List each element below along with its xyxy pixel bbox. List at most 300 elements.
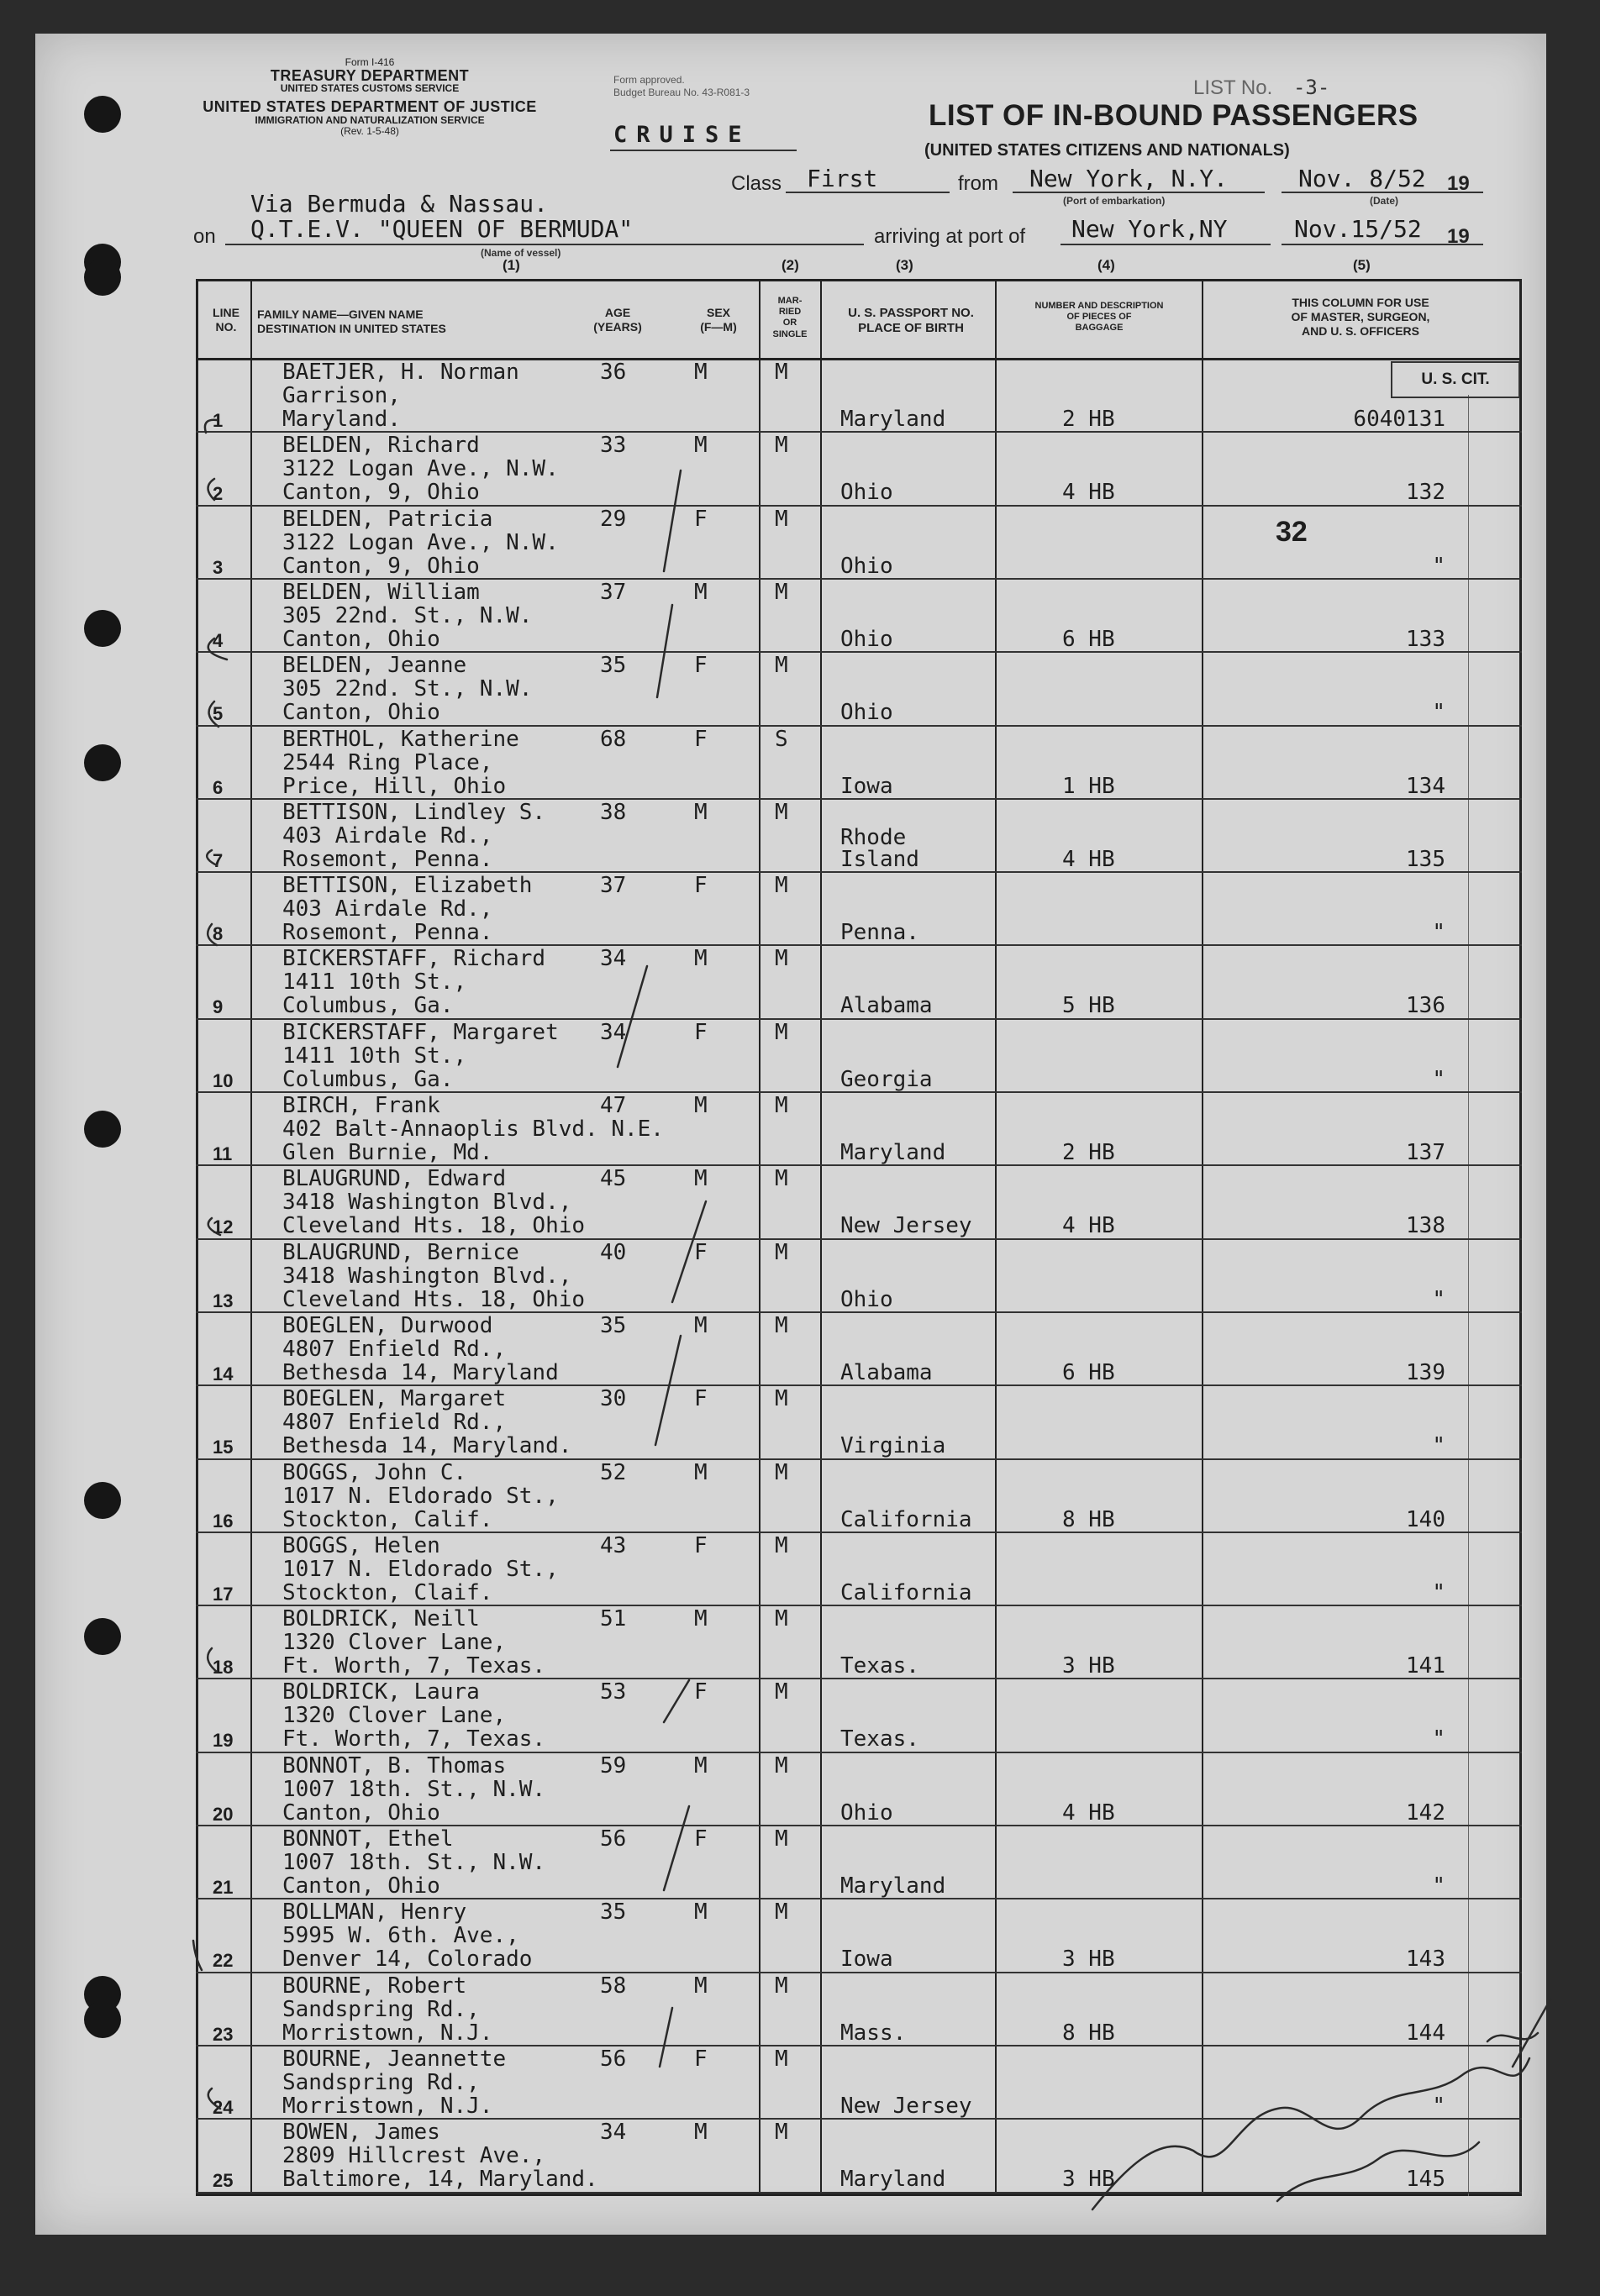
passenger-name: BOLDRICK, Laura bbox=[282, 1679, 480, 1705]
marital-status: M bbox=[775, 1312, 788, 1338]
marital-status: M bbox=[775, 1679, 788, 1705]
marital-status: M bbox=[775, 360, 788, 385]
sex-value: M bbox=[694, 1459, 708, 1485]
place-of-birth: Ohio bbox=[840, 1286, 893, 1312]
checkmark bbox=[655, 1336, 681, 1445]
line-number: 20 bbox=[213, 1803, 234, 1825]
place-of-birth: Ohio bbox=[840, 700, 893, 726]
officer-entry: " bbox=[1432, 1066, 1445, 1092]
sex-value: M bbox=[694, 1093, 708, 1118]
passenger-name: BELDEN, Patricia bbox=[282, 506, 493, 532]
officer-entry: 141 bbox=[1406, 1653, 1445, 1679]
place-of-birth: Penna. bbox=[840, 920, 919, 946]
sex-value: M bbox=[694, 1166, 708, 1192]
officer-entry: 139 bbox=[1406, 1359, 1445, 1385]
sex-value: M bbox=[694, 1899, 708, 1926]
place-of-birth: Mass. bbox=[840, 2020, 907, 2046]
passenger-name: BOLDRICK, Neill bbox=[282, 1606, 480, 1632]
line-number: 19 bbox=[213, 1730, 234, 1752]
sex-value: M bbox=[694, 946, 708, 972]
line-number: 1 bbox=[213, 410, 224, 431]
officers-header: THIS COLUMN FOR USE OF MASTER, SURGEON, AND U. S. OFFICERS bbox=[1291, 296, 1430, 338]
address-line: 2544 Ring Place, bbox=[282, 749, 493, 775]
passenger-name: BLAUGRUND, Bernice bbox=[282, 1239, 519, 1265]
passport-header: U. S. PASSPORT NO. PLACE OF BIRTH bbox=[848, 306, 974, 335]
destination-city: Canton, 9, Ohio bbox=[282, 553, 480, 579]
column-number: (2) bbox=[782, 257, 799, 273]
column-number: (1) bbox=[503, 257, 520, 273]
passenger-name: BOLLMAN, Henry bbox=[282, 1899, 467, 1926]
age-value: 52 bbox=[600, 1459, 627, 1485]
box-number: 32 bbox=[1276, 516, 1308, 548]
officer-entry: 132 bbox=[1406, 480, 1445, 506]
checkmark bbox=[618, 966, 647, 1067]
passenger-name: BOGGS, Helen bbox=[282, 1532, 440, 1558]
age-value: 58 bbox=[600, 1973, 627, 1999]
checkmark bbox=[657, 605, 672, 697]
arrival-port: New York,NY bbox=[1071, 215, 1228, 243]
age-value: 36 bbox=[600, 360, 627, 385]
passenger-name: BICKERSTAFF, Richard bbox=[282, 946, 546, 972]
marital-status: M bbox=[775, 1899, 788, 1926]
immigration-service: IMMIGRATION AND NATURALIZATION SERVICE bbox=[255, 113, 485, 126]
line-number: 12 bbox=[213, 1216, 234, 1238]
address-line: 1411 10th St., bbox=[282, 1043, 467, 1069]
sex-value: F bbox=[694, 506, 708, 532]
place-of-birth: Maryland bbox=[840, 1873, 946, 1899]
address-line: Sandspring Rd., bbox=[282, 1996, 480, 2022]
address-line: 403 Airdale Rd., bbox=[282, 896, 493, 922]
list-number-value: -3- bbox=[1292, 76, 1330, 99]
officer-entry: 143 bbox=[1406, 1947, 1445, 1973]
marital-status: S bbox=[775, 726, 788, 752]
baggage-header: NUMBER AND DESCRIPTION OF PIECES OF BAGGAGE bbox=[1034, 301, 1164, 334]
address-line: 3418 Washington Blvd., bbox=[282, 1190, 572, 1216]
place-of-birth: Ohio bbox=[840, 626, 893, 652]
passenger-name: BAETJER, H. Norman bbox=[282, 360, 519, 385]
passenger-name: BIRCH, Frank bbox=[282, 1093, 440, 1118]
sex-value: F bbox=[694, 1019, 708, 1045]
sex-value: F bbox=[694, 726, 708, 752]
passenger-name: BETTISON, Elizabeth bbox=[282, 873, 533, 899]
line-tick bbox=[208, 479, 215, 500]
sex-value: F bbox=[694, 1532, 708, 1558]
marital-status: M bbox=[775, 433, 788, 459]
destination-city: Canton, Ohio bbox=[282, 1873, 440, 1899]
baggage-count: 4 HB bbox=[1062, 480, 1115, 506]
checkmark bbox=[672, 1201, 706, 1302]
class-value: First bbox=[807, 165, 878, 192]
address-line: 3418 Washington Blvd., bbox=[282, 1263, 572, 1289]
from-label: from bbox=[958, 172, 998, 195]
line-tick bbox=[209, 701, 218, 727]
vessel-name: Q.T.E.V. "QUEEN OF BERMUDA" bbox=[250, 215, 634, 243]
destination-city: Columbus, Ga. bbox=[282, 1066, 454, 1092]
line-number: 14 bbox=[213, 1363, 234, 1384]
age-value: 30 bbox=[600, 1386, 627, 1412]
address-line: 1320 Clover Lane, bbox=[282, 1630, 507, 1656]
destination-city: Denver 14, Colorado bbox=[282, 1947, 533, 1973]
passenger-name: BOEGLEN, Margaret bbox=[282, 1386, 507, 1412]
line-number: 23 bbox=[213, 2023, 234, 2045]
officer-entry: 134 bbox=[1406, 773, 1445, 799]
approval-line: Form approved. bbox=[613, 74, 685, 86]
address-line: 1320 Clover Lane, bbox=[282, 1703, 507, 1729]
destination-city: Canton, Ohio bbox=[282, 626, 440, 652]
destination-city: Rosemont, Penna. bbox=[282, 846, 493, 872]
age-value: 40 bbox=[600, 1239, 627, 1265]
sex-value: M bbox=[694, 360, 708, 385]
line-number: 7 bbox=[213, 849, 224, 871]
place-of-birth: Ohio bbox=[840, 553, 893, 579]
date-caption: (Date) bbox=[1370, 195, 1399, 207]
place-of-birth: California bbox=[840, 1506, 972, 1532]
passenger-name: BLAUGRUND, Edward bbox=[282, 1166, 507, 1192]
baggage-count: 8 HB bbox=[1062, 1506, 1115, 1532]
destination-city: Bethesda 14, Maryland bbox=[282, 1359, 559, 1385]
age-value: 56 bbox=[600, 1826, 627, 1852]
officer-entry: 6040131 bbox=[1353, 407, 1445, 432]
place-of-birth: Iowa bbox=[840, 1947, 893, 1973]
passenger-name: BELDEN, William bbox=[282, 579, 480, 605]
marital-status: M bbox=[775, 579, 788, 605]
age-value: 68 bbox=[600, 726, 627, 752]
age-header: AGE (YEARS) bbox=[593, 306, 642, 334]
marital-status: M bbox=[775, 1826, 788, 1852]
place-of-birth: Alabama bbox=[840, 1359, 933, 1385]
passenger-name: BOGGS, John C. bbox=[282, 1459, 467, 1485]
marital-status: M bbox=[775, 873, 788, 899]
marital-status: M bbox=[775, 2046, 788, 2072]
place-of-birth: Georgia bbox=[840, 1066, 933, 1092]
checkmark bbox=[664, 470, 681, 571]
passenger-name: BERTHOL, Katherine bbox=[282, 726, 519, 752]
place-of-birth: Maryland bbox=[840, 2167, 946, 2193]
destination-city: Glen Burnie, Md. bbox=[282, 1140, 493, 1165]
arriving-label: arriving at port of bbox=[874, 225, 1026, 248]
sex-value: M bbox=[694, 433, 708, 459]
passenger-name: BOWEN, James bbox=[282, 2120, 440, 2146]
form-revision: (Rev. 1-5-48) bbox=[340, 124, 399, 137]
sex-value: F bbox=[694, 2046, 708, 2072]
married-header: MAR- RIED OR SINGLE bbox=[772, 296, 808, 339]
address-line: 403 Airdale Rd., bbox=[282, 822, 493, 849]
signature bbox=[1277, 2142, 1479, 2201]
baggage-count: 4 HB bbox=[1062, 1213, 1115, 1239]
line-tick bbox=[208, 2088, 220, 2109]
age-value: 56 bbox=[600, 2046, 627, 2072]
address-line: Garrison, bbox=[282, 383, 401, 408]
passenger-name: BOURNE, Jeannette bbox=[282, 2046, 507, 2072]
treasury-department: TREASURY DEPARTMENT bbox=[270, 66, 470, 84]
officer-entry: " bbox=[1432, 1433, 1445, 1459]
passenger-name: BICKERSTAFF, Margaret bbox=[282, 1019, 559, 1045]
place-of-birth: Maryland bbox=[840, 1140, 946, 1165]
destination-city: Baltimore, 14, Maryland. bbox=[282, 2167, 598, 2193]
baggage-count: 3 HB bbox=[1062, 1947, 1115, 1973]
age-value: 35 bbox=[600, 653, 627, 679]
address-line: 402 Balt-Annaoplis Blvd. N.E. bbox=[282, 1116, 664, 1142]
destination-city: Maryland. bbox=[282, 407, 401, 432]
sex-value: F bbox=[694, 1386, 708, 1412]
on-label: on bbox=[193, 225, 216, 248]
baggage-count: 3 HB bbox=[1062, 2167, 1115, 2193]
line-number: 5 bbox=[213, 703, 224, 725]
marital-status: M bbox=[775, 946, 788, 972]
marital-status: M bbox=[775, 1166, 788, 1192]
marital-status: M bbox=[775, 1386, 788, 1412]
age-value: 51 bbox=[600, 1606, 627, 1632]
officer-entry: 136 bbox=[1406, 993, 1445, 1019]
place-of-birth: Ohio bbox=[840, 1799, 893, 1826]
line-number: 8 bbox=[213, 923, 224, 945]
place-of-birth: Maryland bbox=[840, 407, 946, 432]
line-tick bbox=[207, 850, 217, 865]
address-line: 305 22nd. St., N.W. bbox=[282, 676, 533, 702]
destination-city: Cleveland Hts. 18, Ohio bbox=[282, 1286, 586, 1312]
officer-entry: " bbox=[1432, 1726, 1445, 1752]
officer-entry: 133 bbox=[1406, 626, 1445, 652]
sex-value: F bbox=[694, 1239, 708, 1265]
officer-entry: " bbox=[1432, 700, 1445, 726]
passenger-name: BONNOT, Ethel bbox=[282, 1826, 454, 1852]
line-number: 3 bbox=[213, 556, 224, 578]
officer-entry: " bbox=[1432, 1873, 1445, 1899]
officer-entry: 137 bbox=[1406, 1140, 1445, 1165]
line-number: 21 bbox=[213, 1877, 234, 1898]
cruise-label: CRUISE bbox=[613, 122, 751, 148]
year-prefix: 19 bbox=[1447, 172, 1470, 195]
line-number: 17 bbox=[213, 1583, 234, 1605]
baggage-count: 3 HB bbox=[1062, 1653, 1115, 1679]
customs-service: UNITED STATES CUSTOMS SERVICE bbox=[280, 82, 460, 95]
arrival-date: Nov.15/52 bbox=[1294, 215, 1422, 243]
form-number: Form I-416 bbox=[345, 56, 395, 68]
age-value: 43 bbox=[600, 1532, 627, 1558]
arrival-year-prefix: 19 bbox=[1447, 225, 1470, 248]
line-tick bbox=[193, 1941, 202, 1970]
line-no-header: LINE NO. bbox=[213, 306, 239, 334]
place-of-birth-cont: Island bbox=[840, 846, 919, 872]
sex-value: M bbox=[694, 1606, 708, 1632]
passenger-name: BELDEN, Richard bbox=[282, 433, 480, 459]
line-number: 13 bbox=[213, 1290, 234, 1311]
marital-status: M bbox=[775, 2120, 788, 2146]
place-of-birth: Alabama bbox=[840, 993, 933, 1019]
marital-status: M bbox=[775, 1459, 788, 1485]
officer-entry: 142 bbox=[1406, 1799, 1445, 1826]
marital-status: M bbox=[775, 1606, 788, 1632]
officer-entry: " bbox=[1432, 553, 1445, 579]
marital-status: M bbox=[775, 1019, 788, 1045]
age-value: 33 bbox=[600, 433, 627, 459]
baggage-count: 6 HB bbox=[1062, 626, 1115, 652]
address-line: 3122 Logan Ave., N.W. bbox=[282, 529, 559, 555]
line-tick bbox=[208, 1218, 220, 1235]
sex-value: M bbox=[694, 579, 708, 605]
sex-value: F bbox=[694, 653, 708, 679]
destination-city: Rosemont, Penna. bbox=[282, 920, 493, 946]
place-of-birth: Virginia bbox=[840, 1433, 946, 1459]
address-line: Sandspring Rd., bbox=[282, 2069, 480, 2095]
destination-city: Ft. Worth, 7, Texas. bbox=[282, 1726, 546, 1752]
marital-status: M bbox=[775, 1752, 788, 1778]
sex-header: SEX (F—M) bbox=[700, 306, 737, 334]
departure-date: Nov. 8/52 bbox=[1298, 165, 1426, 192]
vessel-caption: (Name of vessel) bbox=[481, 247, 561, 259]
checkmark bbox=[664, 1806, 689, 1890]
line-number: 10 bbox=[213, 1069, 234, 1091]
sex-value: F bbox=[694, 873, 708, 899]
age-value: 35 bbox=[600, 1312, 627, 1338]
line-number: 4 bbox=[213, 629, 224, 651]
sex-value: F bbox=[694, 1826, 708, 1852]
destination-city: Ft. Worth, 7, Texas. bbox=[282, 1653, 546, 1679]
age-value: 37 bbox=[600, 873, 627, 899]
line-number: 6 bbox=[213, 776, 224, 798]
passenger-name: BETTISON, Lindley S. bbox=[282, 799, 546, 825]
address-line: 1411 10th St., bbox=[282, 969, 467, 996]
line-number: 18 bbox=[213, 1657, 234, 1679]
address-line: 1007 18th. St., N.W. bbox=[282, 1776, 546, 1802]
line-number: 24 bbox=[213, 2096, 234, 2118]
age-value: 47 bbox=[600, 1093, 627, 1118]
destination-city: Morristown, N.J. bbox=[282, 2020, 493, 2046]
port-caption: (Port of embarkation) bbox=[1063, 195, 1166, 207]
line-number: 9 bbox=[213, 996, 224, 1018]
age-value: 34 bbox=[600, 946, 627, 972]
class-label: Class bbox=[731, 172, 782, 195]
officer-entry: 144 bbox=[1406, 2020, 1445, 2046]
marital-status: M bbox=[775, 506, 788, 532]
destination-city: Canton, 9, Ohio bbox=[282, 480, 480, 506]
place-of-birth: Rhode bbox=[840, 824, 907, 850]
checkmark bbox=[664, 1680, 689, 1722]
line-tick bbox=[208, 638, 227, 659]
line-number: 11 bbox=[213, 1143, 233, 1164]
officer-entry: " bbox=[1432, 2093, 1445, 2119]
baggage-count: 2 HB bbox=[1062, 407, 1115, 432]
officer-entry: 145 bbox=[1406, 2167, 1445, 2193]
baggage-count: 8 HB bbox=[1062, 2020, 1115, 2046]
name-header: FAMILY NAME—GIVEN NAME DESTINATION IN UNITED STATES bbox=[257, 307, 446, 335]
passenger-name: BOURNE, Robert bbox=[282, 1973, 467, 1999]
destination-city: Bethesda 14, Maryland. bbox=[282, 1433, 572, 1459]
destination-city: Morristown, N.J. bbox=[282, 2093, 493, 2119]
place-of-birth: New Jersey bbox=[840, 2093, 972, 2119]
place-of-birth: Ohio bbox=[840, 480, 893, 506]
officer-entry: " bbox=[1432, 1286, 1445, 1312]
place-of-birth: Iowa bbox=[840, 773, 893, 799]
marital-status: M bbox=[775, 653, 788, 679]
baggage-count: 2 HB bbox=[1062, 1140, 1115, 1165]
budget-bureau-line: Budget Bureau No. 43-R081-3 bbox=[613, 87, 750, 98]
sex-value: M bbox=[694, 799, 708, 825]
address-line: 4807 Enfield Rd., bbox=[282, 1336, 507, 1362]
column-number: (3) bbox=[896, 257, 913, 273]
list-number-label: LIST No. bbox=[1193, 76, 1273, 99]
place-of-birth: Texas. bbox=[840, 1653, 919, 1679]
baggage-count: 5 HB bbox=[1062, 993, 1115, 1019]
sex-value: M bbox=[694, 1752, 708, 1778]
column-number: (4) bbox=[1097, 257, 1115, 273]
baggage-count: 4 HB bbox=[1062, 846, 1115, 872]
page-title: LIST OF IN-BOUND PASSENGERS bbox=[929, 99, 1418, 132]
place-of-birth: Texas. bbox=[840, 1726, 919, 1752]
destination-city: Stockton, Calif. bbox=[282, 1506, 493, 1532]
age-value: 38 bbox=[600, 799, 627, 825]
destination-city: Cleveland Hts. 18, Ohio bbox=[282, 1213, 586, 1239]
address-line: 2809 Hillcrest Ave., bbox=[282, 2143, 546, 2169]
age-value: 34 bbox=[600, 1019, 627, 1045]
baggage-count: 1 HB bbox=[1062, 773, 1115, 799]
age-value: 34 bbox=[600, 2120, 627, 2146]
passenger-name: BELDEN, Jeanne bbox=[282, 653, 467, 679]
sex-value: F bbox=[694, 1679, 708, 1705]
us-citizen-stamp: U. S. CIT. bbox=[1391, 361, 1520, 398]
destination-city: Canton, Ohio bbox=[282, 700, 440, 726]
line-number: 16 bbox=[213, 1510, 234, 1532]
port-of-embarkation: New York, N.Y. bbox=[1029, 165, 1229, 192]
baggage-count: 4 HB bbox=[1062, 1799, 1115, 1826]
age-value: 53 bbox=[600, 1679, 627, 1705]
age-value: 29 bbox=[600, 506, 627, 532]
address-line: 1017 N. Eldorado St., bbox=[282, 1483, 559, 1509]
passenger-name: BOEGLEN, Durwood bbox=[282, 1312, 493, 1338]
place-of-birth: New Jersey bbox=[840, 1213, 972, 1239]
address-line: 3122 Logan Ave., N.W. bbox=[282, 456, 559, 482]
destination-city: Stockton, Claif. bbox=[282, 1579, 493, 1605]
marital-status: M bbox=[775, 799, 788, 825]
address-line: 5995 W. 6th. Ave., bbox=[282, 1923, 519, 1949]
officer-entry: 135 bbox=[1406, 846, 1445, 872]
line-number: 25 bbox=[213, 2170, 234, 2192]
baggage-count: 6 HB bbox=[1062, 1359, 1115, 1385]
column-number: (5) bbox=[1353, 257, 1371, 273]
line-tick bbox=[208, 924, 217, 945]
marital-status: M bbox=[775, 1239, 788, 1265]
address-line: 4807 Enfield Rd., bbox=[282, 1410, 507, 1436]
marital-status: M bbox=[775, 1973, 788, 1999]
sex-value: M bbox=[694, 1312, 708, 1338]
marital-status: M bbox=[775, 1532, 788, 1558]
age-value: 37 bbox=[600, 579, 627, 605]
officer-entry: 138 bbox=[1406, 1213, 1445, 1239]
address-line: 305 22nd. St., N.W. bbox=[282, 602, 533, 628]
marital-status: M bbox=[775, 1093, 788, 1118]
sex-value: M bbox=[694, 2120, 708, 2146]
via-route: Via Bermuda & Nassau. bbox=[250, 190, 549, 218]
age-value: 59 bbox=[600, 1752, 627, 1778]
sex-value: M bbox=[694, 1973, 708, 1999]
page-subtitle: (UNITED STATES CITIZENS AND NATIONALS) bbox=[924, 141, 1290, 160]
destination-city: Price, Hill, Ohio bbox=[282, 773, 507, 799]
officer-entry: " bbox=[1432, 920, 1445, 946]
line-tick bbox=[208, 1648, 217, 1672]
signature bbox=[1487, 1999, 1550, 2067]
age-value: 45 bbox=[600, 1166, 627, 1192]
place-of-birth: California bbox=[840, 1579, 972, 1605]
destination-city: Canton, Ohio bbox=[282, 1799, 440, 1826]
age-value: 35 bbox=[600, 1899, 627, 1926]
passenger-name: BONNOT, B. Thomas bbox=[282, 1752, 507, 1778]
line-number: 22 bbox=[213, 1950, 234, 1972]
checkmark bbox=[660, 2008, 672, 2067]
address-line: 1007 18th. St., N.W. bbox=[282, 1850, 546, 1875]
signature bbox=[1092, 2058, 1529, 2209]
officer-entry: 140 bbox=[1406, 1506, 1445, 1532]
destination-city: Columbus, Ga. bbox=[282, 993, 454, 1019]
